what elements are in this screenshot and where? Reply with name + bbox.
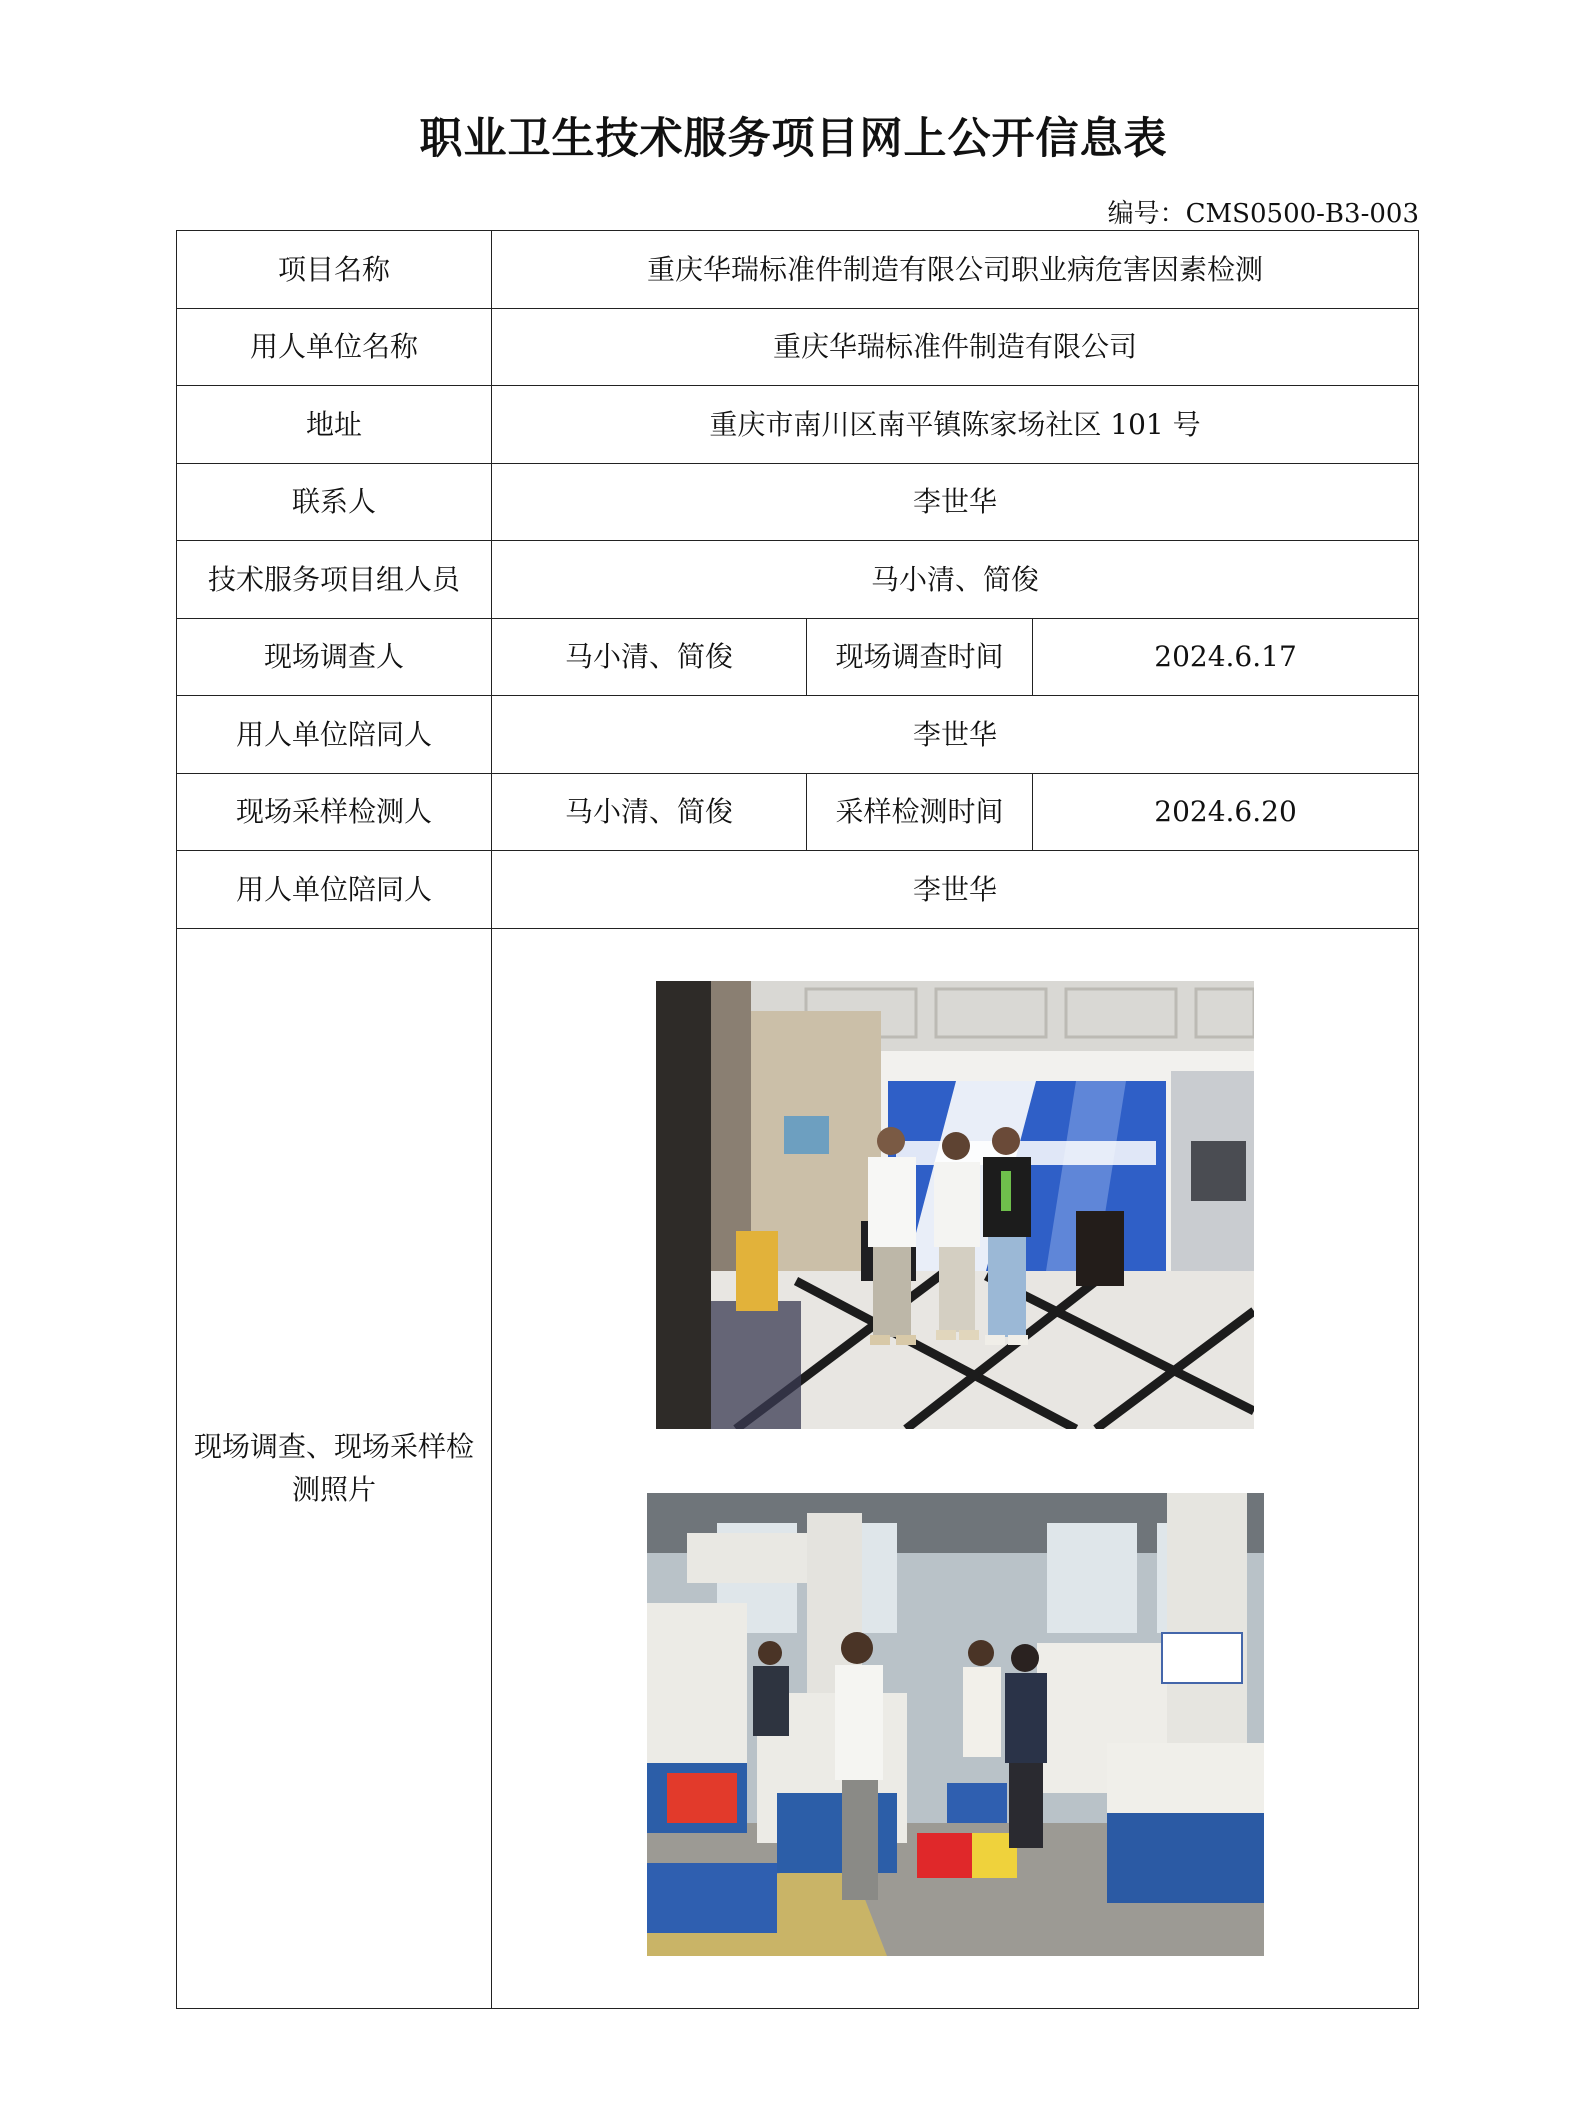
workshop-photo-image — [647, 1493, 1264, 1956]
survey-time-value: 2024.6.17 — [1033, 618, 1419, 696]
row-team — [177, 541, 1419, 619]
accompany-2-label: 用人单位陪同人 — [177, 851, 492, 929]
row-accompany-2 — [177, 851, 1419, 929]
sampling-time-label: 采样检测时间 — [807, 773, 1033, 851]
workshop-photo — [647, 1493, 1264, 1956]
accompany-1-label: 用人单位陪同人 — [177, 696, 492, 774]
team-label: 技术服务项目组人员 — [177, 541, 492, 619]
accompany-1-value: 李世华 — [492, 696, 1419, 774]
row-accompany-1 — [177, 696, 1419, 774]
survey-time-label: 现场调查时间 — [807, 618, 1033, 696]
row-address — [177, 386, 1419, 464]
photos-label — [177, 928, 492, 2009]
row-project-name — [177, 231, 1419, 309]
lobby-photo — [656, 981, 1254, 1429]
sampling-time-value: 2024.6.20 — [1033, 773, 1419, 851]
row-survey — [177, 618, 1419, 696]
row-employer-name — [177, 308, 1419, 386]
document-number: 编号：CMS0500-B3-003 — [1107, 199, 1419, 229]
contact-label: 联系人 — [177, 463, 492, 541]
team-value: 马小清、简俊 — [492, 541, 1419, 619]
sampling-value: 马小清、简俊 — [492, 773, 807, 851]
accompany-2-value: 李世华 — [492, 851, 1419, 929]
info-table — [176, 230, 1419, 2009]
address-label: 地址 — [177, 386, 492, 464]
address-value: 重庆市南川区南平镇陈家场社区 101 号 — [492, 386, 1419, 464]
project-name-value: 重庆华瑞标准件制造有限公司职业病危害因素检测 — [492, 231, 1419, 309]
photos-label-text: 现场调查、现场采样检测照片 — [193, 1429, 474, 1507]
photos-cell — [492, 928, 1419, 2009]
survey-value: 马小清、简俊 — [492, 618, 807, 696]
lobby-photo-image — [656, 981, 1254, 1429]
employer-name-label: 用人单位名称 — [177, 308, 492, 386]
project-name-label: 项目名称 — [177, 231, 492, 309]
row-sampling — [177, 773, 1419, 851]
employer-name-value: 重庆华瑞标准件制造有限公司 — [492, 308, 1419, 386]
survey-label: 现场调查人 — [177, 618, 492, 696]
sampling-label: 现场采样检测人 — [177, 773, 492, 851]
contact-value: 李世华 — [492, 463, 1419, 541]
row-contact — [177, 463, 1419, 541]
row-photos — [177, 928, 1419, 2009]
document-title: 职业卫生技术服务项目网上公开信息表 — [419, 114, 1168, 164]
